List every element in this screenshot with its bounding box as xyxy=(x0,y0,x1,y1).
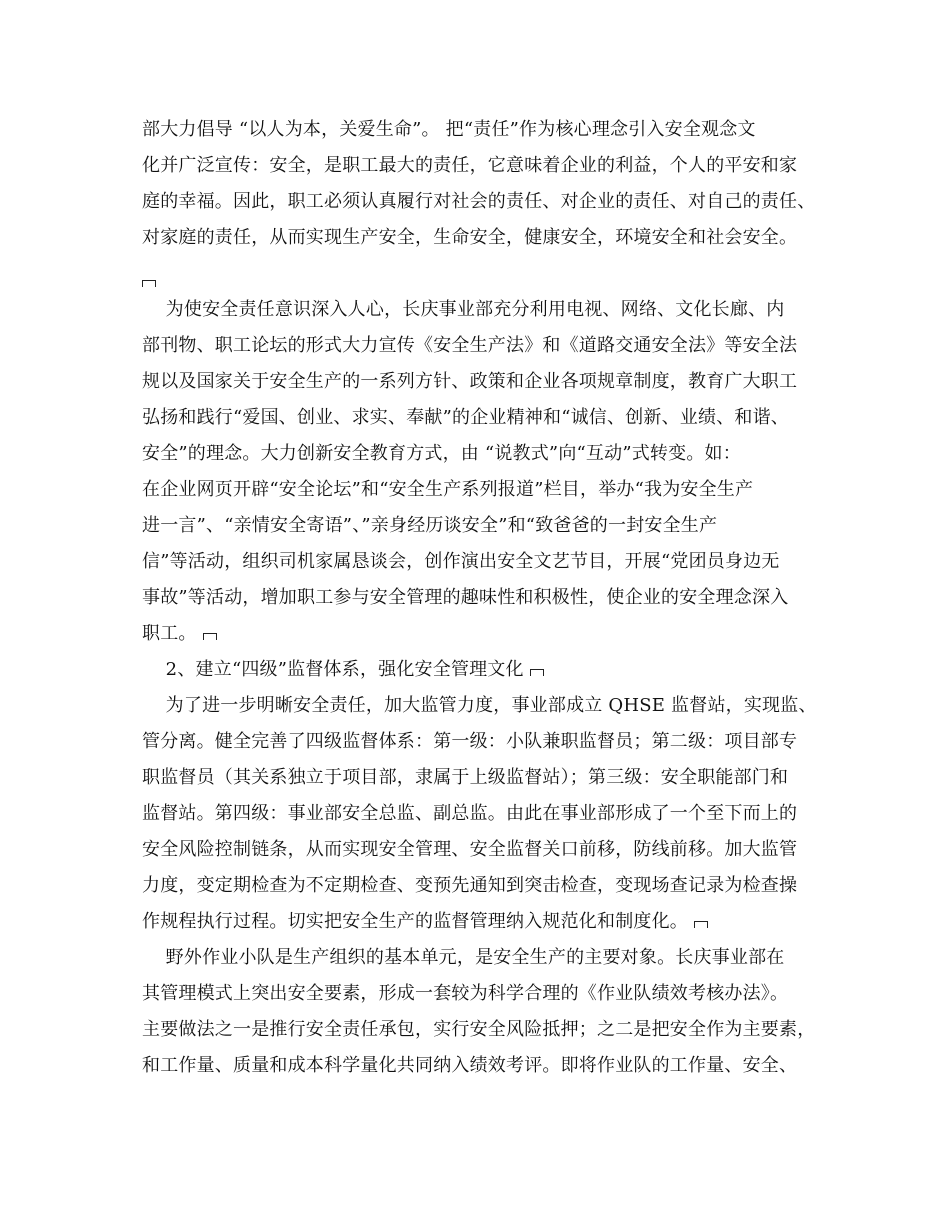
text-line: 为了进一步明晰安全责任，加大监管力度，事业部成立 QHSE 监督站，实现监、 xyxy=(142,695,817,716)
text-line: 部大力倡导 “以人为本，关爱生命”。 把“责任”作为核心理念引入安全观念文 xyxy=(142,119,756,140)
text-line: 弘扬和践行“爱国、创业、求实、奉献”的企业精神和“诚信、创新、业绩、和谐、 xyxy=(142,407,790,428)
text-line: 进一言”、“亲情安全寄语”、”亲身经历谈安全”和“致爸爸的一封安全生产 xyxy=(142,515,718,536)
paragraph-mark-icon xyxy=(142,280,156,287)
text-line: 野外作业小队是生产组织的基本单元，是安全生产的主要对象。长庆事业部在 xyxy=(142,947,785,968)
text-line: 和工作量、质量和成本科学量化共同纳入绩效考评。即将作业队的工作量、安全、 xyxy=(142,1055,798,1076)
section-heading xyxy=(142,658,544,682)
text-line: 为使安全责任意识深入人心，长庆事业部充分利用电视、网络、文化长廊、内 xyxy=(142,299,785,320)
text-line-with-mark xyxy=(142,910,708,934)
paragraph-mark-icon xyxy=(203,633,217,640)
text-line: 事故”等活动，增加职工参与安全管理的趣味性和积极性，使企业的安全理念深入 xyxy=(142,587,789,608)
text-line: 安全风险控制链条，从而实现安全管理、安全监督关口前移，防线前移。加大监管 xyxy=(142,839,798,860)
text-line: 部刊物、职工论坛的形式大力宣传《安全生产法》和《道路交通安全法》等安全法 xyxy=(142,335,798,356)
paragraph-mark-icon xyxy=(694,921,708,928)
text-line: 职监督员（其关系独立于项目部，隶属于上级监督站）；第三级：安全职能部门和 xyxy=(142,767,789,788)
text-line: 职工。 xyxy=(142,623,197,644)
text-line: 在企业网页开辟“安全论坛”和“安全生产系列报道”栏目，举办“我为安全生产 xyxy=(142,479,754,500)
text-line: 对家庭的责任，从而实现生产安全，生命安全，健康安全，环境安全和社会安全。 xyxy=(142,227,798,248)
text-line: 其管理模式上突出安全要素，形成一套较为科学合理的《作业队绩效考核办法》。 xyxy=(142,983,789,1004)
paragraph-mark-icon xyxy=(530,669,544,676)
text-line: 安全”的理念。大力创新安全教育方式，由 “说教式”向“互动”式转变。如： xyxy=(142,443,741,464)
text-line: 规以及国家关于安全生产的一系列方针、政策和企业各项规章制度，教育广大职工 xyxy=(142,371,798,392)
text-line: 主要做法之一是推行安全责任承包，实行安全风险抵押；之二是把安全作为主要素， xyxy=(142,1019,816,1040)
text-line: 化并广泛宣传：安全，是职工最大的责任，它意味着企业的利益，个人的平安和家 xyxy=(142,155,798,176)
text-line: 庭的幸福。因此，职工必须认真履行对社会的责任、对企业的责任、对自己的责任、 xyxy=(142,191,816,212)
text-line: 信”等活动，组织司机家属恳谈会，创作演出安全文艺节目，开展“党团员身边无 xyxy=(142,551,780,572)
section-heading-text: 2、建立“四级”监督体系，强化安全管理文化 xyxy=(142,659,524,680)
text-line: 作规程执行过程。切实把安全生产的监督管理纳入规范化和制度化。 xyxy=(142,911,688,932)
text-line: 监督站。第四级：事业部安全总监、副总监。由此在事业部形成了一个至下而上的 xyxy=(142,803,798,824)
text-line-with-mark xyxy=(142,622,217,646)
text-line: 管分离。健全完善了四级监督体系：第一级：小队兼职监督员；第二级：项目部专 xyxy=(142,731,798,752)
text-line: 力度，变定期检查为不定期检查、变预先通知到突击检查，变现场查记录为检查操 xyxy=(142,875,798,896)
